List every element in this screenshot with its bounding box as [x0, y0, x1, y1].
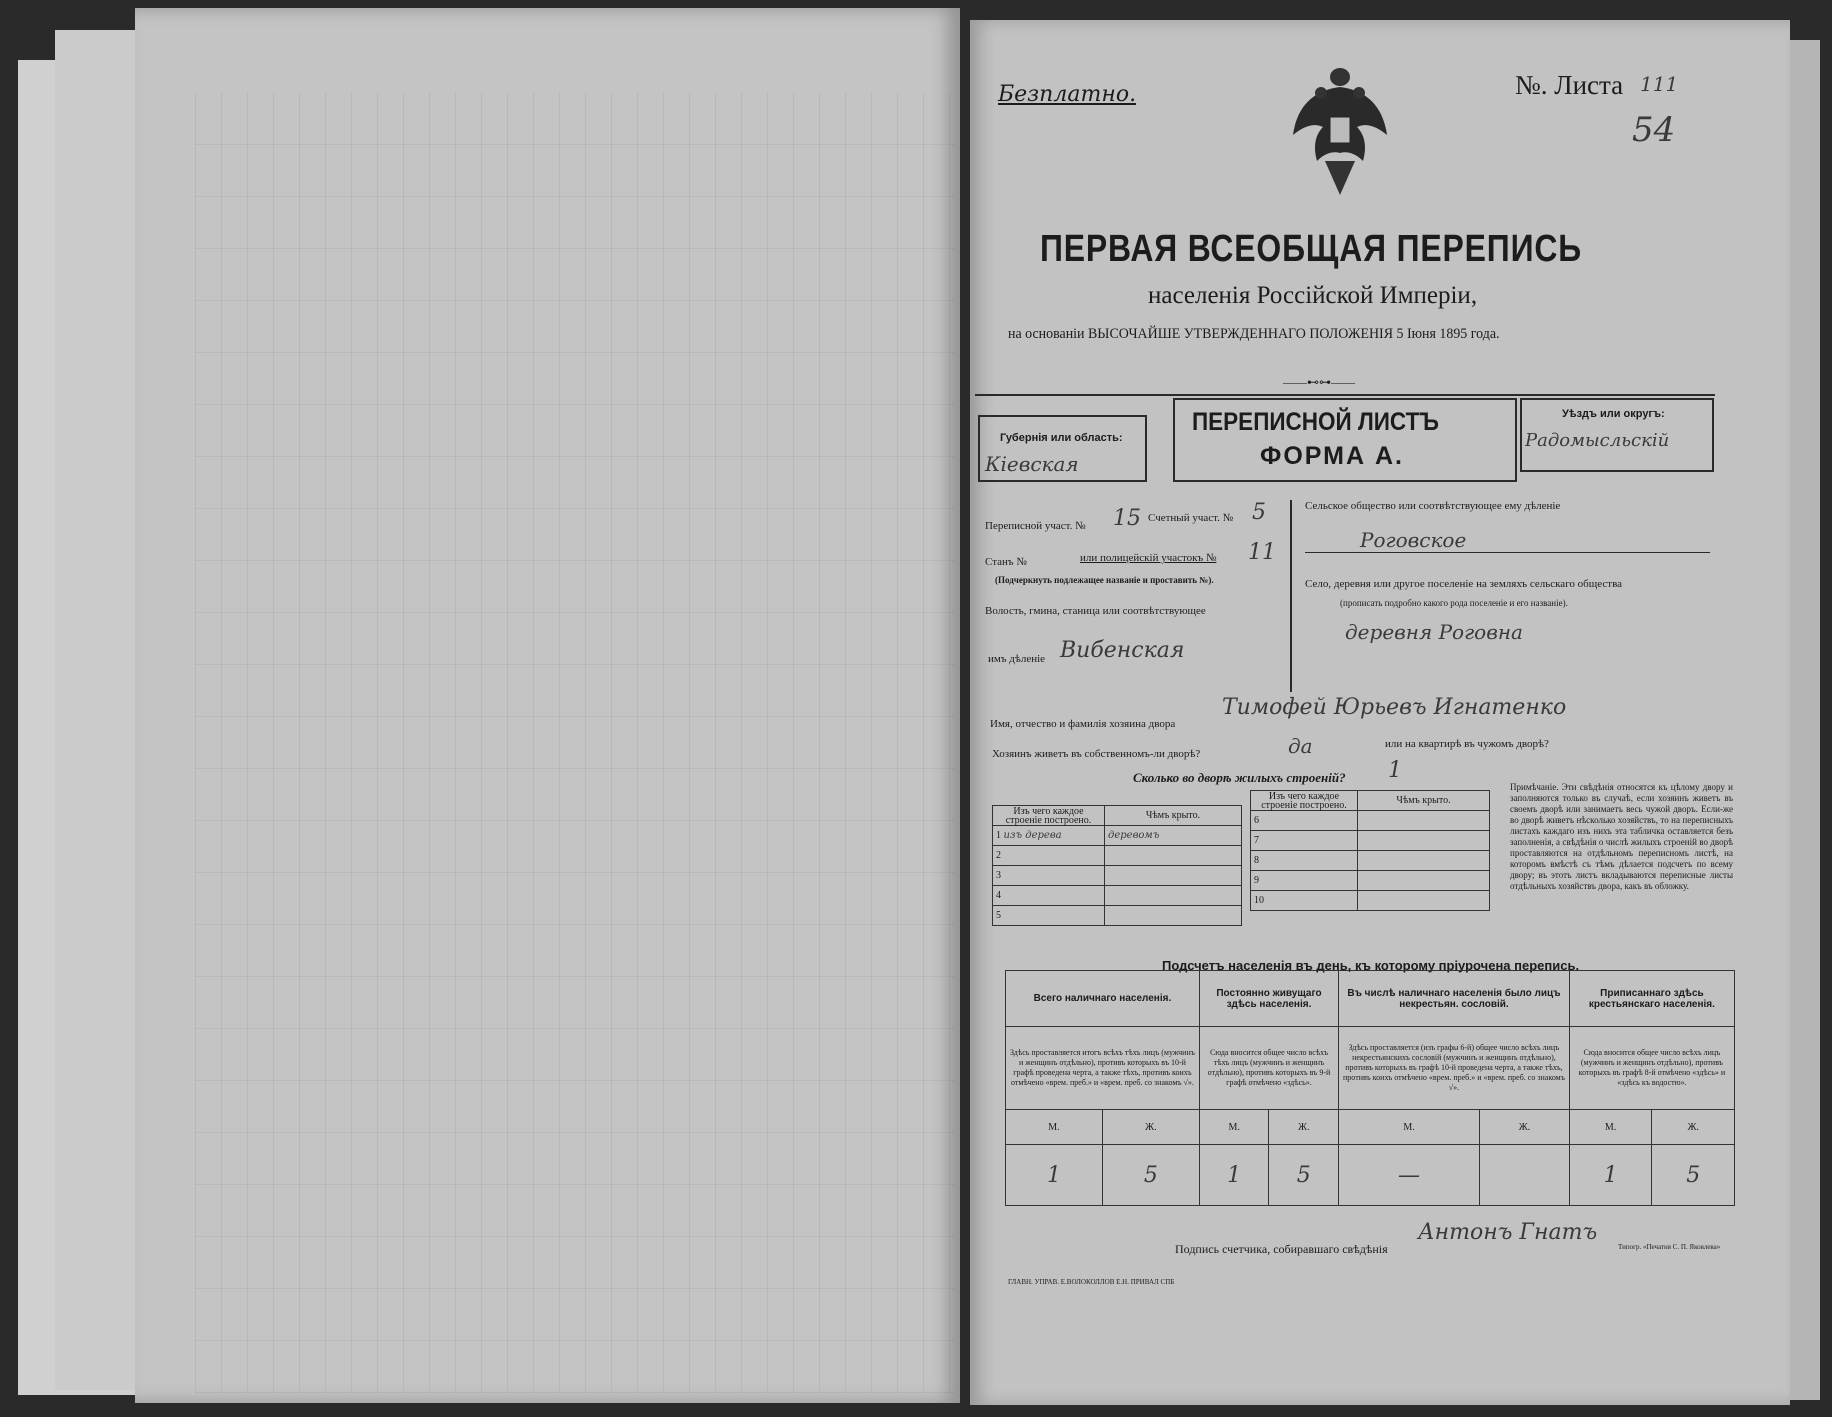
buildings-label: Сколько во дворѣ жилыхъ строеній?: [1133, 770, 1346, 785]
underline-note: (Подчеркнуть подлежащее названіе и проставить №).: [995, 575, 1214, 585]
m-label: М.: [1339, 1110, 1480, 1145]
table-row: 10: [1251, 891, 1490, 911]
pop-col4-header: Приписаннаго здѣсь крестьянскаго населенія.: [1569, 971, 1734, 1027]
pop-col3-m: —: [1339, 1145, 1480, 1206]
police-value: 11: [1248, 540, 1276, 565]
table-row: 8: [1251, 851, 1490, 871]
form-name-line2: ФОРМА А.: [1260, 442, 1404, 470]
left-page: [135, 8, 960, 1403]
census-area-label: Переписной участ. №: [985, 520, 1086, 532]
gubernia-value: Кіевская: [985, 452, 1079, 476]
pop-col2-m: 1: [1199, 1145, 1269, 1206]
roof-header: Чѣмъ крыто.: [1105, 806, 1242, 826]
population-table: [1005, 970, 1735, 1206]
society-underline: [1305, 552, 1710, 553]
village-label: Село, деревня или другое поселеніе на земляхъ сельскаго общества: [1305, 578, 1623, 590]
pop-col3-header: Въ числѣ наличнаго населенія было лицъ некрестьян. сословій.: [1339, 971, 1570, 1027]
m-label: М.: [1006, 1110, 1103, 1145]
form-header-top-rule: [975, 394, 1715, 396]
pop-col1-f: 5: [1102, 1145, 1199, 1206]
society-label: Сельское общество или соотвѣтствующее ему дѣленіе: [1305, 500, 1561, 512]
material-header-2: Изъ чего каждое строеніе построено.: [1251, 791, 1358, 811]
pop-col3-f: [1480, 1145, 1570, 1206]
table-row: 6: [1251, 811, 1490, 831]
page-number-handwritten: 54: [1632, 110, 1676, 150]
table-row: 7: [1251, 831, 1490, 851]
sheet-number-value: 111: [1640, 72, 1679, 96]
lives-rent-label: или на квартирѣ въ чужомъ дворѣ?: [1385, 738, 1549, 750]
census-area-value: 15: [1113, 506, 1141, 531]
pop-col1-m: 1: [1006, 1145, 1103, 1206]
pop-col4-f: 5: [1652, 1145, 1735, 1206]
pop-col1-header: Всего наличнаго населенія.: [1006, 971, 1200, 1027]
roof-header-2: Чѣмъ крыто.: [1358, 791, 1490, 811]
volost-label-2: имъ дѣленіе: [988, 653, 1046, 665]
m-label: М.: [1199, 1110, 1269, 1145]
table-row: 2: [993, 846, 1242, 866]
table-row: 9: [1251, 871, 1490, 891]
left-page-bleed-grid: [195, 93, 955, 1393]
printer-left: ГЛАВН. УПРАВ. Е.ВОЛОКОЛЛОВ Е.Н. ПРИВАЛ СПБ: [1008, 1278, 1175, 1286]
uezd-label: Уѣздъ или округъ:: [1562, 408, 1665, 420]
field-block-divider: [1290, 500, 1292, 692]
sheet-number-label: №. Листа: [1515, 70, 1624, 100]
table-row: 5: [993, 906, 1242, 926]
uezd-value: Радомысльскій: [1525, 430, 1670, 451]
census-basis: на основаніи ВЫСОЧАЙШЕ УТВЕРЖДЕННАГО ПОЛОЖЕНІЯ 5 Іюня 1895 года.: [1008, 326, 1500, 342]
pop-col1-desc: Здѣсь проставляется итогъ всѣхъ тѣхъ лицъ (мужчинъ и женщинъ отдѣльно), противъ которыхъ въ 10-й графѣ проведена черта, а также тѣхъ, противъ коихъ отмѣчено «врем. преб.» и «врем. преб. со знакомъ √».: [1006, 1027, 1200, 1110]
printer-right: Типогр. «Печатня С. П. Яковлева»: [1618, 1243, 1721, 1251]
material-header: Изъ чего каждое строеніе построено.: [993, 806, 1105, 826]
pop-col2-desc: Сюда вносится общее число всѣхъ тѣхъ лицъ (мужчинъ и женщинъ отдѣльно), противъ которыхъ въ 9-й графѣ отмѣчено «здѣсь».: [1199, 1027, 1338, 1110]
lives-own-value: да: [1288, 734, 1313, 758]
table-row: 3: [993, 866, 1242, 886]
buildings-value: 1: [1388, 758, 1402, 783]
volost-value: Вибенская: [1060, 638, 1185, 663]
owner-label: Имя, отчество и фамилія хозяина двора: [990, 718, 1176, 730]
free-label: Безплатно.: [998, 82, 1137, 107]
f-label: Ж.: [1652, 1110, 1735, 1145]
pop-col2-header: Постоянно живущаго здѣсь населенія.: [1199, 971, 1338, 1027]
count-area-label: Счетный участ. №: [1148, 512, 1234, 524]
table-row: 1 изъ дерева деревомъ: [993, 826, 1242, 846]
form-name-line1: ПЕРЕПИСНОЙ ЛИСТЪ: [1192, 408, 1439, 436]
census-subtitle: населенія Россійской Имперіи,: [1148, 282, 1478, 309]
owner-value: Тимофей Юрьевъ Игнатенко: [1222, 695, 1567, 720]
page-edge: [1790, 40, 1820, 1400]
census-title: ПЕРВАЯ ВСЕОБЩАЯ ПЕРЕПИСЬ: [1040, 228, 1583, 270]
society-value: Роговское: [1360, 528, 1467, 552]
population-title: Подсчетъ населенія въ день, къ которому пріурочена перепись.: [1162, 958, 1580, 973]
decorative-divider: ——⊷⊶——: [1283, 375, 1355, 389]
gubernia-label: Губернія или область:: [1000, 432, 1123, 444]
pop-col3-desc: Здѣсь проставляется (изъ графы 6-й) общее число всѣхъ лицъ некрестьянскихъ сословій (мужчинъ и женщинъ отдѣльно), противъ которыхъ въ графѣ 10-й проведена черта, а также тѣхъ, противъ коихъ отмѣчено «врем. преб.» и «врем. преб. со знакомъ √».: [1339, 1027, 1570, 1110]
village-value: деревня Роговна: [1345, 620, 1523, 644]
signature-label: Подпись счетчика, собиравшаго свѣдѣнія: [1175, 1242, 1388, 1256]
police-label: или полицейскій участокъ №: [1080, 552, 1217, 564]
pop-col4-desc: Сюда вносится общее число всѣхъ лицъ (мужчинъ и женщинъ отдѣльно), противъ которыхъ въ графѣ 8-й отмѣчено «здѣсь» и «здѣсь къ водостю».: [1569, 1027, 1734, 1110]
village-note: (прописать подробно какого рода поселеніе и его названіе).: [1340, 598, 1568, 608]
buildings-table-left: [992, 805, 1242, 926]
pop-col4-m: 1: [1569, 1145, 1652, 1206]
pop-col2-f: 5: [1269, 1145, 1339, 1206]
f-label: Ж.: [1102, 1110, 1199, 1145]
f-label: Ж.: [1269, 1110, 1339, 1145]
stan-label: Станъ №: [985, 556, 1027, 568]
count-area-value: 5: [1252, 500, 1266, 525]
buildings-note: Примѣчаніе. Эти свѣдѣнія относятся къ цѣлому двору и заполняются только въ случаѣ, если хозяинъ живетъ въ своемъ дворѣ или занимаетъ весь чужой дворъ. Если-же во дворѣ живетъ нѣсколько хозяйствъ, то на переписныхъ листахъ каждаго изъ нихъ эта табличка оставляется безъ заполненія, а свѣдѣнія о числѣ жилыхъ строеній во дворѣ проставляются на отдѣльномъ переписномъ листѣ, на которомъ вмѣстѣ съ тѣмъ дѣлается подсчетъ по всему двору; въ этотъ листъ вкладываются переписные листы отдѣльныхъ хозяйствъ двора, какъ въ обложку.: [1510, 782, 1733, 891]
buildings-table-right: [1250, 790, 1490, 911]
lives-own-label: Хозяинъ живетъ въ собственномъ-ли дворѣ?: [992, 748, 1201, 760]
double-headed-eagle-emblem: [1285, 65, 1395, 200]
m-label: М.: [1569, 1110, 1652, 1145]
table-row: 4: [993, 886, 1242, 906]
volost-label-1: Волость, гмина, станица или соотвѣтствующее: [985, 605, 1206, 617]
f-label: Ж.: [1480, 1110, 1570, 1145]
signature-value: Антонъ Гнатъ: [1418, 1220, 1598, 1245]
